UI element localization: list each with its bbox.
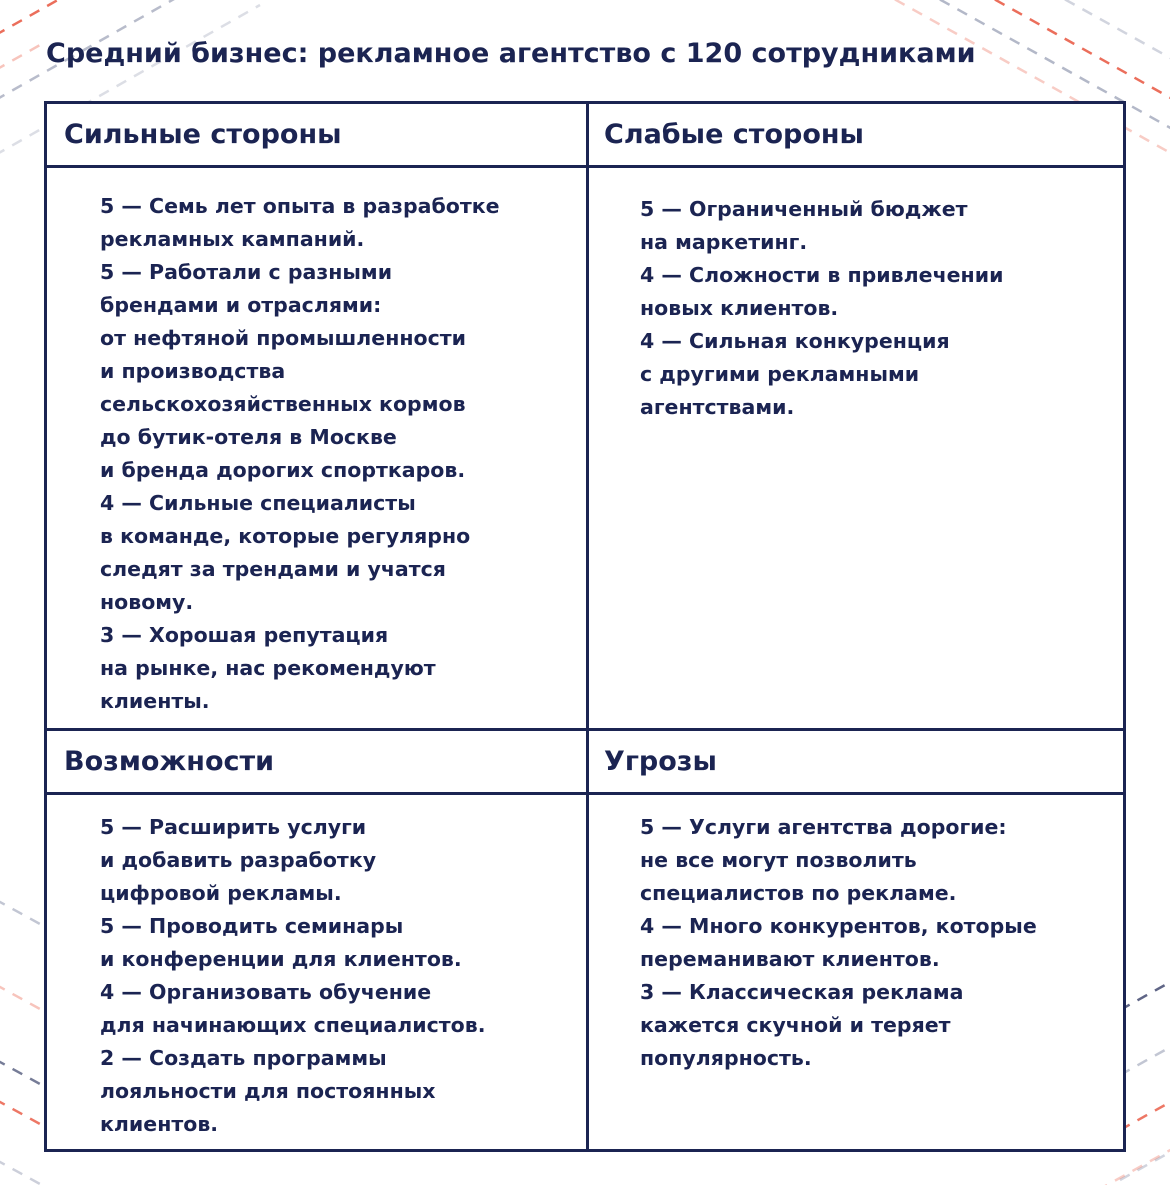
list-item: 3 — Хорошая репутация на рынке, нас рекомендуют клиенты. (100, 623, 436, 713)
opportunities-list (100, 811, 486, 1141)
opportunities-heading: Возможности (64, 746, 275, 777)
bg-line (1120, 1130, 1170, 1180)
bg-line (1120, 1080, 1170, 1130)
list-item: 5 — Услуги агентства дорогие: не все могут позволить специалистов по рекламе. (640, 815, 1007, 905)
vertical-divider (586, 104, 589, 1149)
list-item: 4 — Сильные специалисты в команде, которые регулярно следят за трендами и учатся новому. (100, 491, 471, 614)
bg-line (1120, 1025, 1170, 1075)
list-item: 3 — Классическая реклама кажется скучной и теряет популярность. (640, 980, 964, 1070)
row-divider (47, 728, 1123, 731)
list-item: 5 — Семь лет опыта в разработке рекламных кампаний. (100, 194, 500, 251)
list-item: 4 — Сложности в привлечении новых клиентов. (640, 263, 1004, 320)
swot-table (44, 101, 1126, 1152)
bg-line (1030, 0, 1170, 80)
list-item: 4 — Организовать обучение для начинающих специалистов. (100, 980, 486, 1037)
page-title: Средний бизнес: рекламное агентство с 120 сотрудниками (46, 38, 976, 69)
strengths-heading: Сильные стороны (64, 119, 342, 150)
list-item: 5 — Работали с разными брендами и отраслями: от нефтяной промышленности и производства сельскохозяйственных кормов до бутик-отеля в Москве и бренда дорогих спорткаров. (100, 260, 467, 482)
bg-line (0, 45, 40, 90)
strengths-list (100, 190, 500, 718)
threats-heading: Угрозы (604, 746, 717, 777)
list-item: 2 — Создать программы лояльности для постоянных клиентов. (100, 1046, 436, 1136)
bg-line (1120, 960, 1170, 1010)
list-item: 4 — Сильная конкуренция с другими рекламными агентствами. (640, 329, 950, 419)
weaknesses-heading: Слабые стороны (604, 119, 864, 150)
threats-list (640, 811, 1037, 1075)
list-item: 5 — Ограниченный бюджет на маркетинг. (640, 197, 968, 254)
header-divider-bottom (47, 792, 1123, 795)
list-item: 5 — Проводить семинары и конференции для клиентов. (100, 914, 462, 971)
weaknesses-list (640, 193, 1003, 424)
header-divider-top (47, 165, 1123, 168)
list-item: 5 — Расширить услуги и добавить разработку цифровой рекламы. (100, 815, 377, 905)
list-item: 4 — Много конкурентов, которые переманивают клиентов. (640, 914, 1037, 971)
